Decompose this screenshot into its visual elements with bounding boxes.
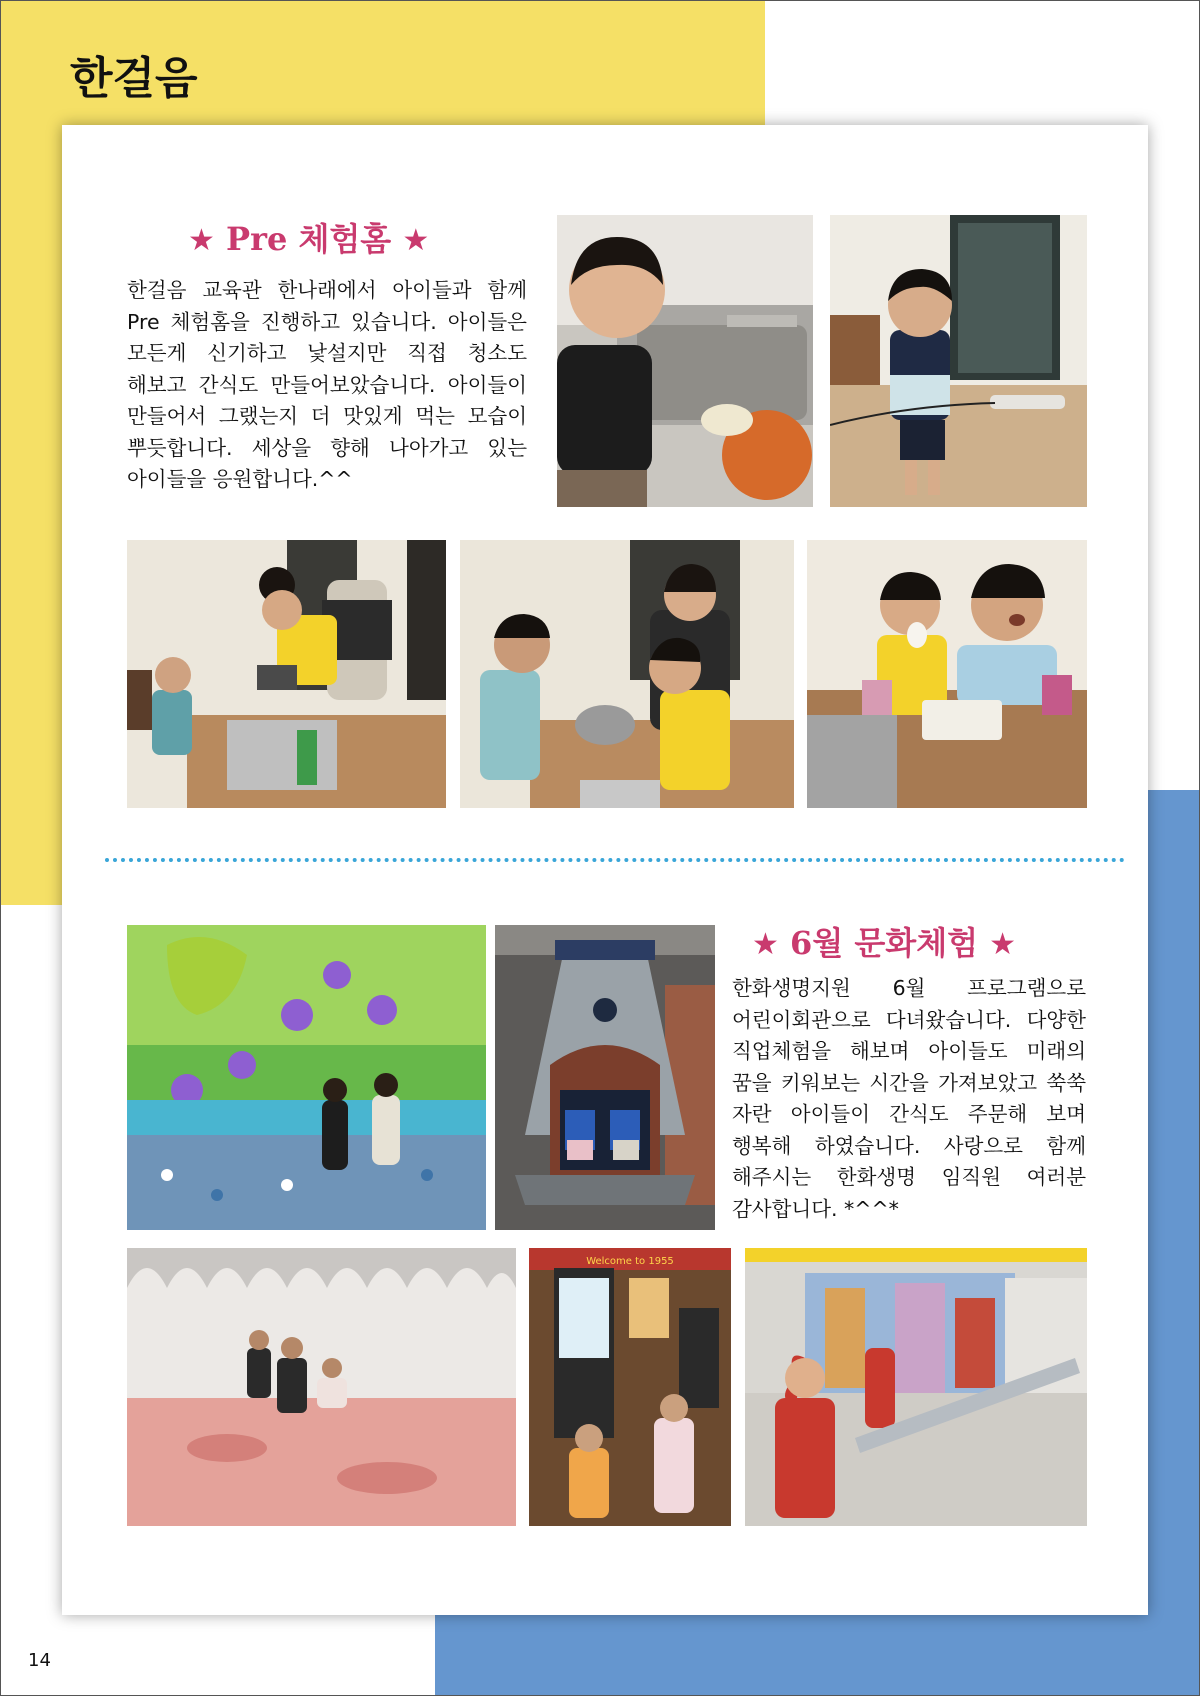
kiosk-sign-text: Welcome to 1955	[586, 1256, 674, 1267]
photo-boy-vacuuming	[830, 215, 1087, 507]
article1-body: 한걸음 교육관 한나래에서 아이들과 함께 Pre 체험홈을 진행하고 있습니다. 아이들은 모든게 신기하고 낯설지만 직접 청소도 해보고 간식도 만들어보았습니다. 아이들이 만들어서 그랬는지 더 맛있게 먹는 모습이 뿌듯합니다. 세상을 향해 나아가고 있는 아이들을 응원합니다.^^	[127, 278, 527, 491]
article1-heading-text: Pre 체험홈	[226, 220, 392, 258]
article1-heading	[188, 214, 429, 260]
star-icon: ★	[989, 927, 1017, 962]
photo-teacher-cooking-with-kids	[127, 540, 446, 808]
photo-kids-with-teacher-at-table	[460, 540, 794, 808]
photo-boys-peeling-eggs	[807, 540, 1087, 808]
photo-boy-washing-dishes	[557, 215, 813, 507]
section-divider	[105, 858, 1125, 862]
star-icon: ★	[402, 223, 430, 258]
page-number: 14	[28, 1650, 51, 1671]
article2-body: 한화생명지원 6월 프로그램으로 어린이회관으로 다녀왔습니다. 다양한 직업체험을 해보며 아이들도 미래의 꿈을 키워보는 시간을 가져보았고 쑥쑥 자란 아이들이 간식도 주문해 보며 행복해 하였습니다. 사랑으로 함께 해주시는 한화생명 임직원 여러분 감사합니다. *^^*	[732, 976, 1086, 1221]
blue-background-block-bottom	[435, 1615, 1200, 1696]
section-title: 한걸음	[70, 53, 198, 104]
photo-ordering-kiosk	[529, 1248, 731, 1526]
photo-job-experience-set	[745, 1248, 1087, 1526]
photo-inflatable-play-room	[127, 1248, 516, 1526]
star-icon: ★	[188, 223, 215, 258]
photo-ball-pit-mural	[127, 925, 486, 1230]
article2-heading-text: 6월 문화체험	[790, 924, 979, 962]
photo-rocket-ride	[495, 925, 715, 1230]
star-icon: ★	[752, 927, 779, 962]
article2-heading	[752, 918, 1016, 964]
